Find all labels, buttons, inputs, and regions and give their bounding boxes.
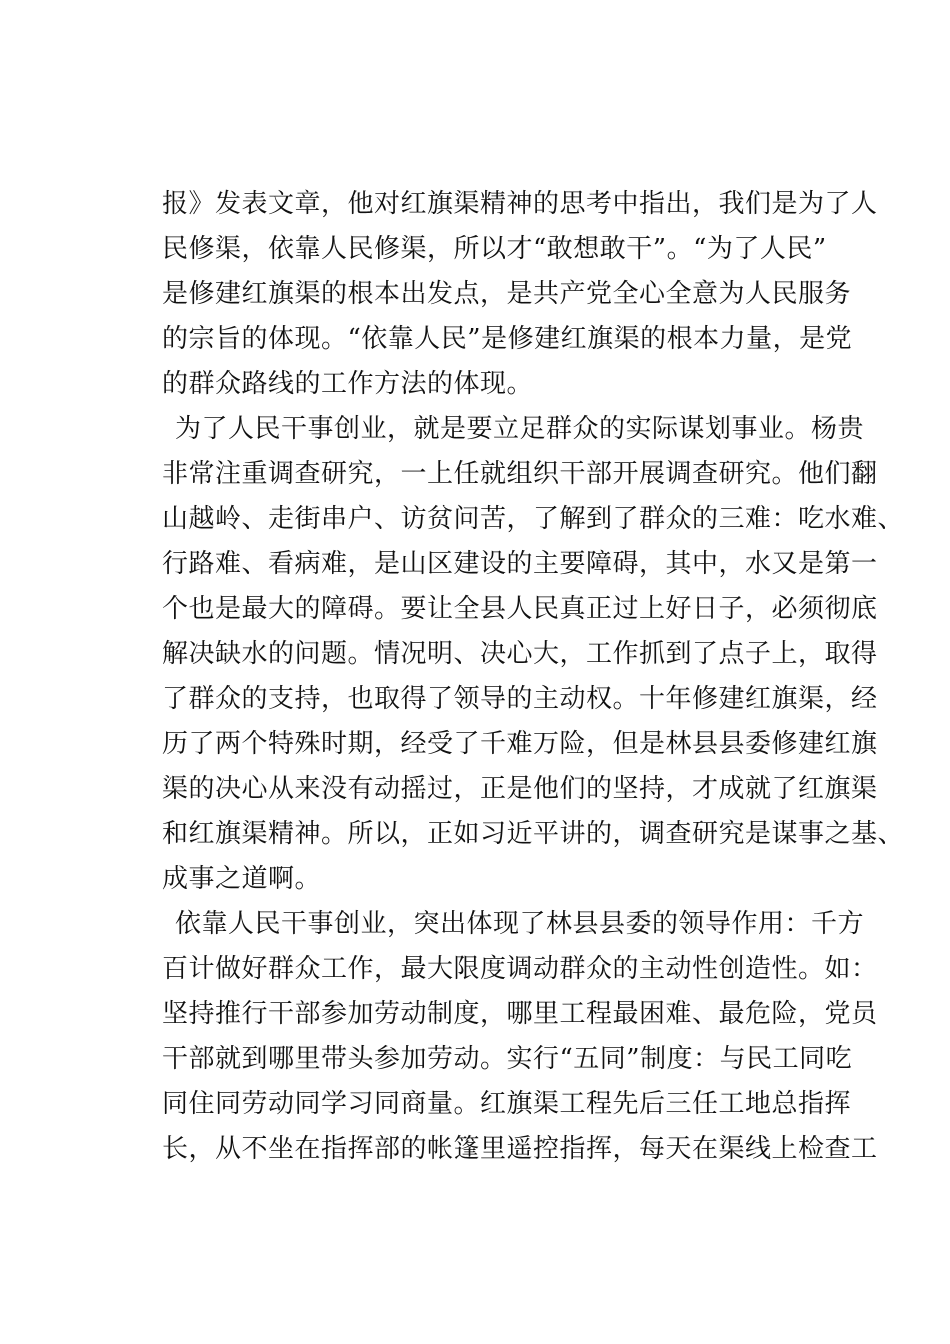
text-line: 个也是最大的障碍。要让全县人民真正过上好日子，必须彻底: [162, 594, 878, 624]
text-line: 和红旗渠精神。所以，正如习近平讲的，调查研究是谋事之基、: [162, 819, 905, 849]
body-text: [162, 182, 905, 1172]
text-line: 干部就到哪里带头参加劳动。实行“五同”制度：与民工同吃: [162, 1044, 853, 1074]
text-line: 同住同劳动同学习同商量。红旗渠工程先后三任工地总指挥: [162, 1089, 852, 1119]
text-line: 长，从不坐在指挥部的帐篷里遥控指挥，每天在渠线上检查工: [162, 1134, 878, 1164]
paragraph-first-line: 依靠人民干事创业，突出体现了林县县委的领导作用：千方: [175, 909, 865, 939]
text-line: 民修渠，依靠人民修渠，所以才“敢想敢干”。“为了人民”: [162, 234, 827, 264]
text-line: 报》发表文章，他对红旗渠精神的思考中指出，我们是为了人: [162, 189, 878, 219]
text-line: 了群众的支持，也取得了领导的主动权。十年修建红旗渠，经: [162, 684, 878, 714]
text-line: 历了两个特殊时期，经受了千难万险，但是林县县委修建红旗: [162, 729, 878, 759]
text-line: 行路难、看病难，是山区建设的主要障碍，其中，水又是第一: [162, 549, 878, 579]
text-line: 是修建红旗渠的根本出发点，是共产党全心全意为人民服务: [162, 279, 852, 309]
text-line: 山越岭、走街串户、访贫问苦，了解到了群众的三难：吃水难、: [162, 504, 905, 534]
text-line: 成事之道啊。: [162, 864, 322, 894]
text-line: 解决缺水的问题。情况明、决心大，工作抓到了点子上，取得: [162, 639, 878, 669]
text-line: 的群众路线的工作方法的体现。: [162, 369, 534, 399]
text-line: 坚持推行干部参加劳动制度，哪里工程最困难、最危险，党员: [162, 999, 878, 1029]
text-line: 的宗旨的体现。“依靠人民”是修建红旗渠的根本力量，是党: [162, 324, 853, 354]
paragraph-first-line: 为了人民干事创业，就是要立足群众的实际谋划事业。杨贵: [175, 414, 865, 444]
text-line: 百计做好群众工作，最大限度调动群众的主动性创造性。如：: [162, 954, 878, 984]
text-line: 渠的决心从来没有动摇过，正是他们的坚持，才成就了红旗渠: [162, 774, 878, 804]
text-line: 非常注重调查研究，一上任就组织干部开展调查研究。他们翻: [162, 459, 878, 489]
